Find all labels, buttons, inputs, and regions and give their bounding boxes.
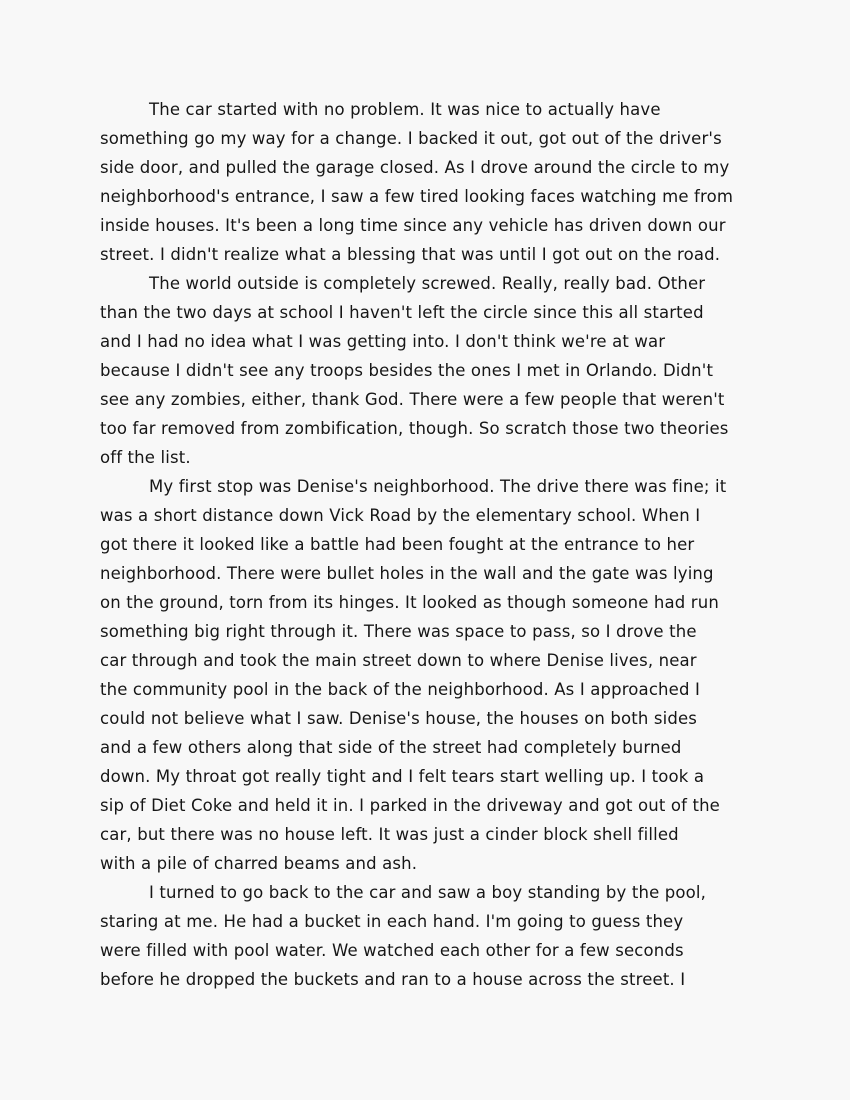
paragraph-1-line-2: something go my way for a change. I backed it out, got out of the driver's — [100, 129, 722, 148]
paragraph-3-line-2: was a short distance down Vick Road by the elementary school. When I — [100, 506, 701, 525]
paragraph-3-line-7: car through and took the main street down to where Denise lives, near — [100, 651, 697, 670]
paragraph-2-line-3: and I had no idea what I was getting into. I don't think we're at war — [100, 332, 666, 351]
paragraph-3-line-10: and a few others along that side of the street had completely burned — [100, 738, 682, 757]
paragraph-1-line-6: street. I didn't realize what a blessing that was until I got out on the road. — [100, 245, 721, 264]
paragraph-1-line-5: inside houses. It's been a long time since any vehicle has driven down our — [100, 216, 726, 235]
paragraph-1-line-4: neighborhood's entrance, I saw a few tired looking faces watching me from — [100, 187, 734, 206]
paragraph-3-line-3: got there it looked like a battle had been fought at the entrance to her — [100, 535, 695, 554]
paragraph-2-line-6: too far removed from zombification, though. So scratch those two theories — [100, 419, 729, 438]
paragraph-4-line-1: I turned to go back to the car and saw a boy standing by the pool, — [149, 883, 707, 902]
paragraph-3-line-13: car, but there was no house left. It was just a cinder block shell filled — [100, 825, 679, 844]
paragraph-1-line-3: side door, and pulled the garage closed. As I drove around the circle to my — [100, 158, 730, 177]
paragraph-3-line-5: on the ground, torn from its hinges. It looked as though someone had run — [100, 593, 719, 612]
paragraph-2-line-7: off the list. — [100, 448, 191, 467]
paragraph-3-line-1: My first stop was Denise's neighborhood. The drive there was fine; it — [149, 477, 727, 496]
paragraph-2-line-5: see any zombies, either, thank God. There were a few people that weren't — [100, 390, 725, 409]
paragraph-3-line-12: sip of Diet Coke and held it in. I parked in the driveway and got out of the — [100, 796, 720, 815]
paragraph-3-line-14: with a pile of charred beams and ash. — [100, 854, 418, 873]
paragraph-3-line-9: could not believe what I saw. Denise's house, the houses on both sides — [100, 709, 697, 728]
paragraph-4-line-2: staring at me. He had a bucket in each hand. I'm going to guess they — [100, 912, 684, 931]
paragraph-4-line-4: before he dropped the buckets and ran to a house across the street. I — [100, 970, 686, 989]
paragraph-2-line-1: The world outside is completely screwed. Really, really bad. Other — [149, 274, 706, 293]
paragraph-3-line-4: neighborhood. There were bullet holes in the wall and the gate was lying — [100, 564, 714, 583]
paragraph-1-line-1: The car started with no problem. It was nice to actually have — [149, 100, 661, 119]
paragraph-2-line-4: because I didn't see any troops besides the ones I met in Orlando. Didn't — [100, 361, 714, 380]
paragraph-3-line-6: something big right through it. There was space to pass, so I drove the — [100, 622, 697, 641]
paragraph-2-line-2: than the two days at school I haven't left the circle since this all started — [100, 303, 704, 322]
paragraph-4-line-3: were filled with pool water. We watched each other for a few seconds — [100, 941, 684, 960]
paragraph-3-line-8: the community pool in the back of the neighborhood. As I approached I — [100, 680, 700, 699]
paragraph-3-line-11: down. My throat got really tight and I felt tears start welling up. I took a — [100, 767, 705, 786]
